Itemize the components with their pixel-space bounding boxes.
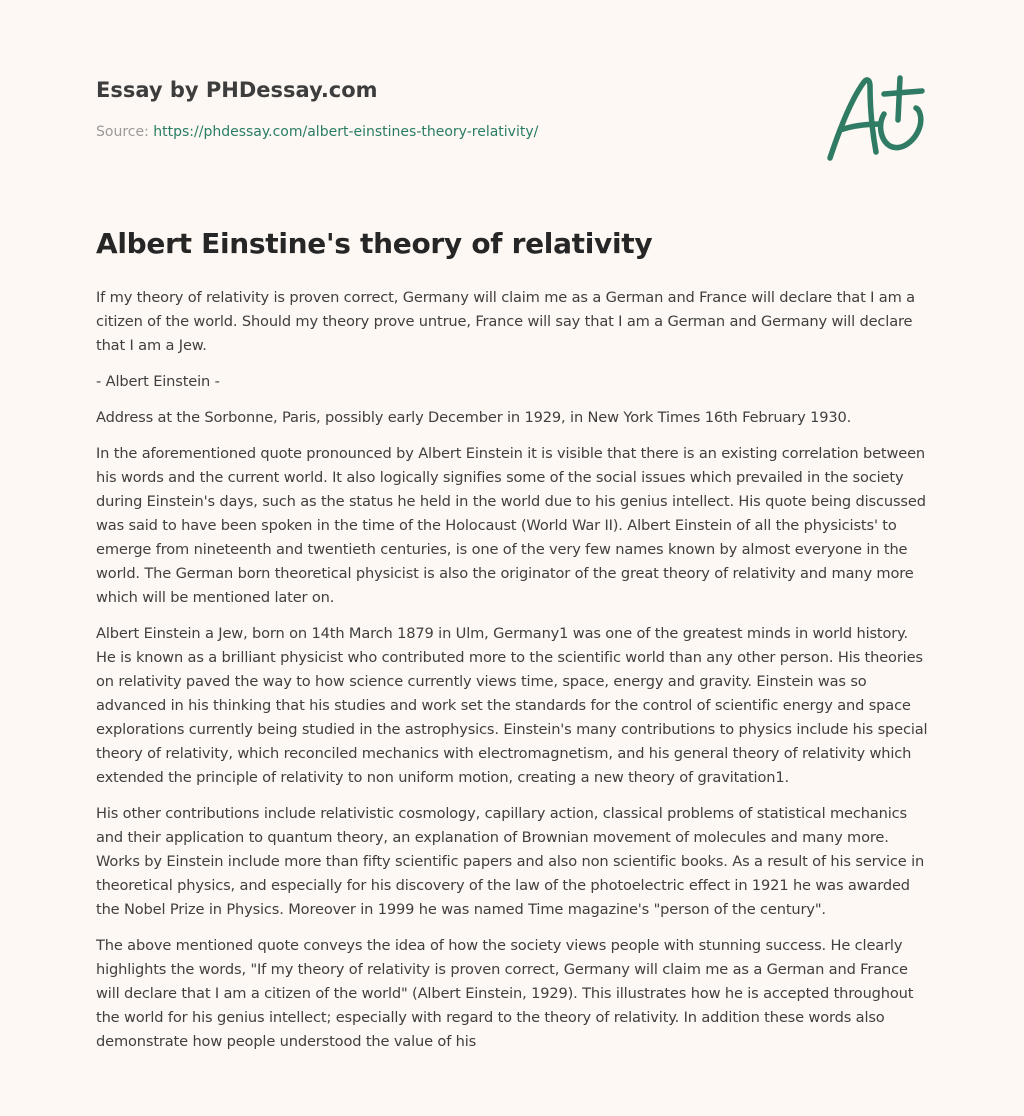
brand-title: Essay by PHDessay.com: [96, 78, 378, 102]
article-paragraph: His other contributions include relativistic cosmology, capillary action, classical problems of statistical mechanics and their application to quantum theory, an explanation of Brownian movement of molecules and many more. Works by Einstein include more than fifty scientific papers and also non scientific books. As a result of his service in theoretical physics, and especially for his discovery of the law of the photoelectric effect in 1921 he was awarded the Nobel Prize in Physics. Moreover in 1999 he was named Time magazine's "person of the century".: [96, 805, 925, 918]
source-label: Source:: [96, 124, 149, 140]
quote-attribution: - Albert Einstein -: [96, 373, 220, 390]
article-paragraph: If my theory of relativity is proven correct, Germany will claim me as a German and France will declare that I am a citizen of the world. Should my theory prove untrue, France will say that I am a German and Germany will declare that I am a Jew.: [96, 289, 915, 354]
header: [96, 76, 928, 142]
article-paragraph: In the aforementioned quote pronounced by Albert Einstein it is visible that there is an existing correlation between his words and the current world. It also logically signifies some of the social issues which prevailed in the society during Einstein's days, such as the status he held in the world due to his genius intellect. His quote being discussed was said to have been spoken in the time of the Holocaust (World War II). Albert Einstein of all the physicists' to emerge from nineteenth and twentieth centuries, is one of the very few names known by almost everyone in the world. The German born theoretical physicist is also the originator of the great theory of relativity and many more which will be mentioned later on.: [96, 445, 926, 606]
source-line: [96, 122, 928, 142]
article-paragraph: Address at the Sorbonne, Paris, possibly early December in 1929, in New York Times 16th February 1930.: [96, 409, 852, 426]
a-plus-logo-icon: [820, 68, 930, 168]
article-paragraph: Albert Einstein a Jew, born on 14th March 1879 in Ulm, Germany1 was one of the greatest minds in world history. He is known as a brilliant physicist who contributed more to the scientific world than any other person. His theories on relativity paved the way to how science currently views time, space, energy and gravity. Einstein was so advanced in his thinking that his studies and work set the standards for the control of scientific energy and space explorations currently being studied in the astrophysics. Einstein's many contributions to physics include his special theory of relativity, which reconciled mechanics with electromagnetism, and his general theory of relativity which extended the principle of relativity to non uniform motion, creating a new theory of gravitation1.: [96, 625, 928, 786]
article: [96, 224, 930, 1066]
article-title: Albert Einstine's theory of relativity: [96, 227, 653, 260]
source-link[interactable]: https://phdessay.com/albert-einstines-theory-relativity/: [153, 124, 539, 140]
article-paragraph: The above mentioned quote conveys the idea of how the society views people with stunning success. He clearly highlights the words, "If my theory of relativity is proven correct, Germany will claim me as a German and France will declare that I am a citizen of the world" (Albert Einstein, 1929). This illustrates how he is accepted throughout the world for his genius intellect; especially with regard to the theory of relativity. In addition these words also demonstrate how people understood the value of his: [96, 937, 914, 1050]
